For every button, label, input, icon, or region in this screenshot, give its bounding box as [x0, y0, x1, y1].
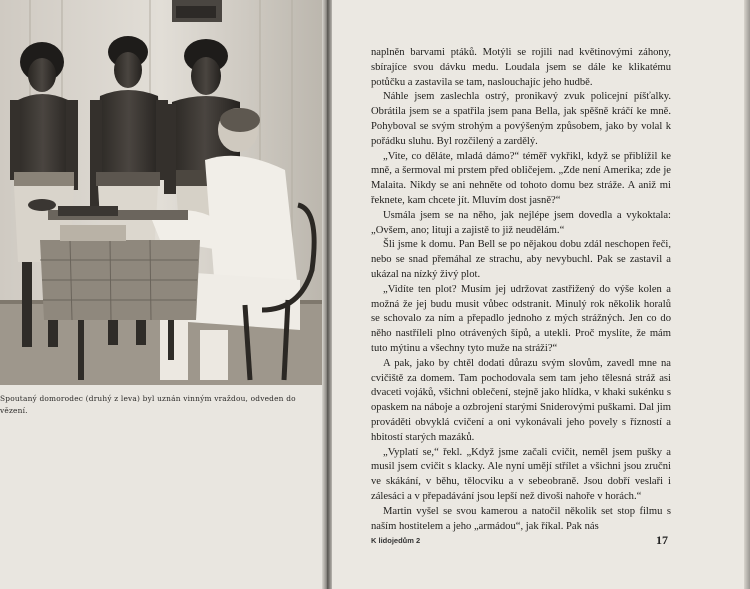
photograph-image	[0, 0, 322, 385]
signature-mark: K lidojedům 2	[371, 536, 421, 545]
book-gutter	[322, 0, 332, 589]
paragraph: „Vite, co děláte, mladá dámo?“ téměř vykřikl, když se přiblížil ke mně, a šermoval mi prstem před obličejem. „Zde není Amerika; zde je Malaita. Nikdy se ani nehněte od tohoto domu bez stráže. A aniž mi řeknete, kam chcete jít. Mluvím dost jasně?“	[371, 150, 671, 206]
photograph	[0, 0, 322, 385]
paragraph: naplněn barvami ptáků. Motýli se rojili nad květinovými záhony, sbírajíce svou dávku medu. Loudala jsem se dále ke klikatému potůčku a zastavila se tam, naslouchajíc jeho hudbě.	[371, 47, 671, 88]
paragraph: „Vyplatí se,“ řekl. „Když jsme začali cvičit, neměl jsem pušky a musil jsem cvičit s klacky. Ale nyní umějí střílet a všichni jsou zručni ve skákání, v běhu, tělocviku a v sebeobraně. Jsou dobří veslaři i zálesáci a v přepadávání jsou lepší než divoši nahoře v horách.“	[371, 446, 671, 502]
body-text	[371, 46, 671, 534]
paragraph: Martin vyšel se svou kamerou a natočil několik set stop filmu s naším hostitelem a jeho „armádou“, jak říkal. Pak nás	[371, 505, 671, 532]
paragraph: A pak, jako by chtěl dodati důrazu svým slovům, zavedl mne na cvičiště za domem. Tam pochodovala sem tam jeho tělesná stráž asi dvaceti vojáků, všichni oblečení, stejně jako hlídka, v khaki sukénku s opaskem na náboje a ozbrojení starými Sniderovými puškami. Dal jim prováděti obvyklá cvičení a oni vykonávali jeho povely s řízností a hbitostí starých mazáků.	[371, 357, 671, 443]
page-number: 17	[656, 533, 668, 547]
photo-caption: Spoutaný domorodec (druhý z leva) byl uznán vinným vraždou, odveden do vězení.	[0, 394, 296, 415]
paragraph: Šli jsme k domu. Pan Bell se po nějakou dobu zdál neschopen řeči, nebo se snad přemáhal ze strachu, aby nevybuchl. Pak se zastavil a ukázal na nízký živý plot.	[371, 239, 671, 280]
page-edge	[744, 0, 750, 589]
paragraph: Usmála jsem se na něho, jak nejlépe jsem dovedla a vykoktala: „Ovšem, ano; lituji a zajistě to již neudělám.“	[371, 209, 671, 236]
paragraph: Náhle jsem zaslechla ostrý, pronikavý zvuk policejní píšťalky. Obrátila jsem se a spatřila jsem pana Bella, jak spěšně kráčí ke mně. Pohyboval se svým strohým a povýšeným způsobem, jako by volal k pořádku sluhu. Byl rozčilený a zardělý.	[371, 91, 671, 147]
paragraph: „Vidíte ten plot? Musím jej udržovat zastřižený do výše kolen a možná že jej budu musit vůbec odstranit. Minulý rok několik horalů se schovalo za ním a přepadlo jednoho z mých strážných. Jen co do něho nastříleli plno otrávených šípů, a utekli. Proč myslíte, že mám tuto mýtinu a všechny tyto muže na stráži?“	[371, 283, 671, 354]
left-page	[0, 0, 322, 589]
